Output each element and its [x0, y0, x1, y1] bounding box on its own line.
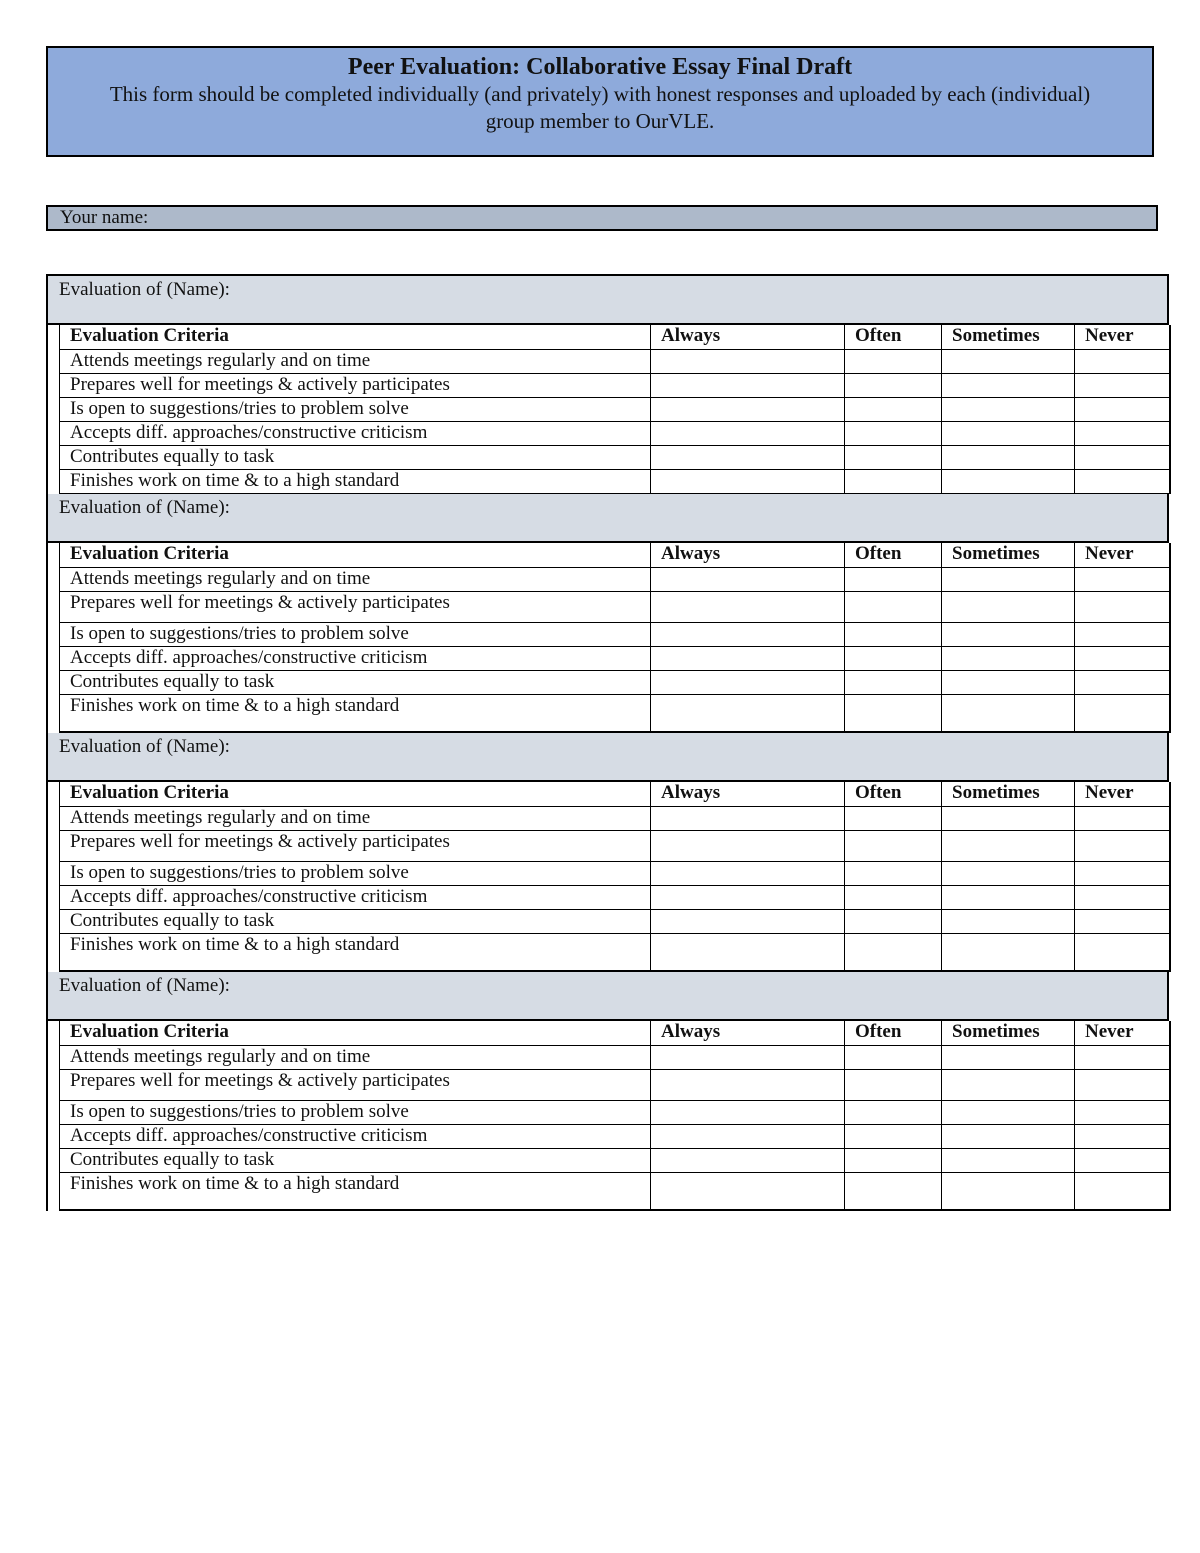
cell-often[interactable]	[845, 862, 942, 886]
cell-sometimes[interactable]	[942, 886, 1075, 910]
criterion-label: Prepares well for meetings & actively participates	[60, 374, 651, 398]
cell-often[interactable]	[845, 398, 942, 422]
form-instructions: This form should be completed individually (and privately) with honest responses and uploaded by each (individual) group member to OurVLE.	[109, 82, 1091, 133]
criteria-row	[60, 1101, 1170, 1125]
criteria-row	[60, 695, 1170, 733]
criteria-row	[60, 831, 1170, 862]
cell-never[interactable]	[1075, 1070, 1170, 1101]
cell-often[interactable]	[845, 934, 942, 972]
criteria-header-row	[60, 1021, 1170, 1046]
evaluation-name-field[interactable]	[48, 972, 1169, 1021]
cell-always[interactable]	[651, 695, 845, 733]
cell-never[interactable]	[1075, 647, 1170, 671]
cell-sometimes[interactable]	[942, 1149, 1075, 1173]
col-never: Never	[1075, 782, 1170, 807]
criteria-row	[60, 1173, 1170, 1211]
evaluation-name-label: Evaluation of (Name):	[59, 736, 230, 757]
cell-sometimes[interactable]	[942, 1125, 1075, 1149]
cell-never[interactable]	[1075, 910, 1170, 934]
cell-always[interactable]	[651, 470, 845, 494]
cell-always[interactable]	[651, 807, 845, 831]
evaluation-name-field[interactable]	[48, 494, 1169, 543]
cell-sometimes[interactable]	[942, 862, 1075, 886]
criteria-row	[60, 398, 1170, 422]
criteria-header-row	[60, 782, 1170, 807]
criteria-row	[60, 1149, 1170, 1173]
criterion-label: Contributes equally to task	[60, 910, 651, 934]
cell-sometimes[interactable]	[942, 568, 1075, 592]
criterion-label: Accepts diff. approaches/constructive criticism	[60, 647, 651, 671]
cell-often[interactable]	[845, 1101, 942, 1125]
cell-sometimes[interactable]	[942, 398, 1075, 422]
col-always: Always	[651, 325, 845, 350]
cell-sometimes[interactable]	[942, 910, 1075, 934]
cell-sometimes[interactable]	[942, 934, 1075, 972]
cell-never[interactable]	[1075, 374, 1170, 398]
col-always: Always	[651, 782, 845, 807]
criteria-row	[60, 1046, 1170, 1070]
evaluation-name-label: Evaluation of (Name):	[59, 975, 230, 996]
evaluations-container	[46, 274, 1169, 1211]
criteria-row	[60, 374, 1170, 398]
evaluation-name-field[interactable]	[48, 276, 1169, 325]
cell-sometimes[interactable]	[942, 671, 1075, 695]
criteria-table	[59, 325, 1171, 494]
cell-often[interactable]	[845, 1046, 942, 1070]
cell-always[interactable]	[651, 592, 845, 623]
cell-always[interactable]	[651, 350, 845, 374]
cell-sometimes[interactable]	[942, 374, 1075, 398]
criterion-label: Is open to suggestions/tries to problem solve	[60, 1101, 651, 1125]
cell-never[interactable]	[1075, 623, 1170, 647]
criteria-row	[60, 886, 1170, 910]
cell-always[interactable]	[651, 422, 845, 446]
criterion-label: Is open to suggestions/tries to problem solve	[60, 862, 651, 886]
criterion-label: Attends meetings regularly and on time	[60, 807, 651, 831]
criteria-row	[60, 350, 1170, 374]
cell-always[interactable]	[651, 886, 845, 910]
col-often: Often	[845, 1021, 942, 1046]
cell-always[interactable]	[651, 1149, 845, 1173]
cell-sometimes[interactable]	[942, 623, 1075, 647]
cell-always[interactable]	[651, 647, 845, 671]
criterion-label: Attends meetings regularly and on time	[60, 1046, 651, 1070]
cell-never[interactable]	[1075, 862, 1170, 886]
criteria-table	[59, 1021, 1171, 1211]
criteria-table	[59, 782, 1171, 972]
cell-always[interactable]	[651, 1173, 845, 1211]
cell-never[interactable]	[1075, 398, 1170, 422]
criteria-header-row	[60, 543, 1170, 568]
cell-often[interactable]	[845, 1173, 942, 1211]
criterion-label: Is open to suggestions/tries to problem solve	[60, 398, 651, 422]
cell-always[interactable]	[651, 374, 845, 398]
cell-always[interactable]	[651, 446, 845, 470]
cell-sometimes[interactable]	[942, 807, 1075, 831]
col-never: Never	[1075, 543, 1170, 568]
form-header	[46, 46, 1154, 157]
criterion-label: Finishes work on time & to a high standard	[60, 1173, 651, 1211]
criteria-row	[60, 446, 1170, 470]
cell-often[interactable]	[845, 446, 942, 470]
criterion-label: Finishes work on time & to a high standard	[60, 470, 651, 494]
criterion-label: Accepts diff. approaches/constructive criticism	[60, 886, 651, 910]
col-sometimes: Sometimes	[942, 543, 1075, 568]
cell-sometimes[interactable]	[942, 350, 1075, 374]
cell-sometimes[interactable]	[942, 831, 1075, 862]
criteria-row	[60, 671, 1170, 695]
criteria-row	[60, 623, 1170, 647]
cell-never[interactable]	[1075, 1125, 1170, 1149]
cell-sometimes[interactable]	[942, 695, 1075, 733]
cell-always[interactable]	[651, 1125, 845, 1149]
col-sometimes: Sometimes	[942, 1021, 1075, 1046]
cell-never[interactable]	[1075, 350, 1170, 374]
criterion-label: Contributes equally to task	[60, 446, 651, 470]
cell-always[interactable]	[651, 1070, 845, 1101]
cell-never[interactable]	[1075, 695, 1170, 733]
criteria-row	[60, 647, 1170, 671]
cell-sometimes[interactable]	[942, 470, 1075, 494]
criteria-row	[60, 568, 1170, 592]
cell-often[interactable]	[845, 1149, 942, 1173]
criteria-row	[60, 1070, 1170, 1101]
criterion-label: Attends meetings regularly and on time	[60, 568, 651, 592]
criterion-label: Prepares well for meetings & actively participates	[60, 831, 651, 862]
criteria-row	[60, 934, 1170, 972]
criterion-label: Finishes work on time & to a high standard	[60, 695, 651, 733]
cell-never[interactable]	[1075, 446, 1170, 470]
evaluation-name-label: Evaluation of (Name):	[59, 279, 230, 300]
cell-often[interactable]	[845, 422, 942, 446]
col-criteria: Evaluation Criteria	[60, 782, 651, 807]
col-criteria: Evaluation Criteria	[60, 1021, 651, 1046]
col-never: Never	[1075, 1021, 1170, 1046]
cell-never[interactable]	[1075, 831, 1170, 862]
criterion-label: Finishes work on time & to a high standard	[60, 934, 651, 972]
cell-often[interactable]	[845, 886, 942, 910]
col-often: Often	[845, 543, 942, 568]
cell-never[interactable]	[1075, 1149, 1170, 1173]
cell-always[interactable]	[651, 623, 845, 647]
cell-never[interactable]	[1075, 1101, 1170, 1125]
criteria-row	[60, 422, 1170, 446]
criteria-row	[60, 862, 1170, 886]
cell-often[interactable]	[845, 671, 942, 695]
criterion-label: Is open to suggestions/tries to problem solve	[60, 623, 651, 647]
col-always: Always	[651, 1021, 845, 1046]
criterion-label: Attends meetings regularly and on time	[60, 350, 651, 374]
cell-often[interactable]	[845, 807, 942, 831]
col-sometimes: Sometimes	[942, 325, 1075, 350]
criteria-row	[60, 807, 1170, 831]
criterion-label: Contributes equally to task	[60, 671, 651, 695]
cell-always[interactable]	[651, 398, 845, 422]
criteria-row	[60, 1125, 1170, 1149]
evaluation-name-field[interactable]	[48, 733, 1169, 782]
cell-sometimes[interactable]	[942, 1173, 1075, 1211]
cell-never[interactable]	[1075, 422, 1170, 446]
cell-often[interactable]	[845, 592, 942, 623]
your-name-field[interactable]	[46, 205, 1158, 231]
cell-always[interactable]	[651, 862, 845, 886]
cell-sometimes[interactable]	[942, 1070, 1075, 1101]
cell-never[interactable]	[1075, 470, 1170, 494]
cell-always[interactable]	[651, 671, 845, 695]
criterion-label: Contributes equally to task	[60, 1149, 651, 1173]
cell-never[interactable]	[1075, 592, 1170, 623]
cell-always[interactable]	[651, 934, 845, 972]
cell-sometimes[interactable]	[942, 446, 1075, 470]
cell-always[interactable]	[651, 1101, 845, 1125]
criterion-label: Prepares well for meetings & actively participates	[60, 592, 651, 623]
cell-never[interactable]	[1075, 568, 1170, 592]
cell-always[interactable]	[651, 831, 845, 862]
cell-never[interactable]	[1075, 886, 1170, 910]
col-sometimes: Sometimes	[942, 782, 1075, 807]
cell-always[interactable]	[651, 1046, 845, 1070]
cell-often[interactable]	[845, 695, 942, 733]
criteria-row	[60, 470, 1170, 494]
cell-often[interactable]	[845, 910, 942, 934]
col-often: Often	[845, 325, 942, 350]
evaluation-name-label: Evaluation of (Name):	[59, 497, 230, 518]
criteria-header-row	[60, 325, 1170, 350]
evaluation-section	[48, 733, 1169, 972]
cell-sometimes[interactable]	[942, 647, 1075, 671]
cell-often[interactable]	[845, 568, 942, 592]
form-title: Peer Evaluation: Collaborative Essay Final Draft	[347, 54, 853, 80]
cell-often[interactable]	[845, 623, 942, 647]
evaluation-section	[48, 972, 1169, 1211]
criterion-label: Prepares well for meetings & actively participates	[60, 1070, 651, 1101]
criteria-row	[60, 910, 1170, 934]
col-criteria: Evaluation Criteria	[60, 543, 651, 568]
cell-sometimes[interactable]	[942, 1101, 1075, 1125]
cell-often[interactable]	[845, 374, 942, 398]
criterion-label: Accepts diff. approaches/constructive criticism	[60, 1125, 651, 1149]
criteria-table	[59, 543, 1171, 733]
cell-always[interactable]	[651, 568, 845, 592]
your-name-label: Your name:	[60, 207, 149, 228]
cell-never[interactable]	[1075, 671, 1170, 695]
cell-sometimes[interactable]	[942, 1046, 1075, 1070]
cell-often[interactable]	[845, 1070, 942, 1101]
col-often: Often	[845, 782, 942, 807]
criterion-label: Accepts diff. approaches/constructive criticism	[60, 422, 651, 446]
cell-often[interactable]	[845, 470, 942, 494]
cell-often[interactable]	[845, 831, 942, 862]
criteria-row	[60, 592, 1170, 623]
evaluation-section	[48, 276, 1169, 494]
cell-never[interactable]	[1075, 1173, 1170, 1211]
cell-sometimes[interactable]	[942, 422, 1075, 446]
evaluation-section	[48, 494, 1169, 733]
cell-always[interactable]	[651, 910, 845, 934]
cell-often[interactable]	[845, 647, 942, 671]
cell-never[interactable]	[1075, 1046, 1170, 1070]
cell-never[interactable]	[1075, 934, 1170, 972]
cell-often[interactable]	[845, 350, 942, 374]
cell-sometimes[interactable]	[942, 592, 1075, 623]
col-criteria: Evaluation Criteria	[60, 325, 651, 350]
cell-often[interactable]	[845, 1125, 942, 1149]
col-never: Never	[1075, 325, 1170, 350]
col-always: Always	[651, 543, 845, 568]
cell-never[interactable]	[1075, 807, 1170, 831]
